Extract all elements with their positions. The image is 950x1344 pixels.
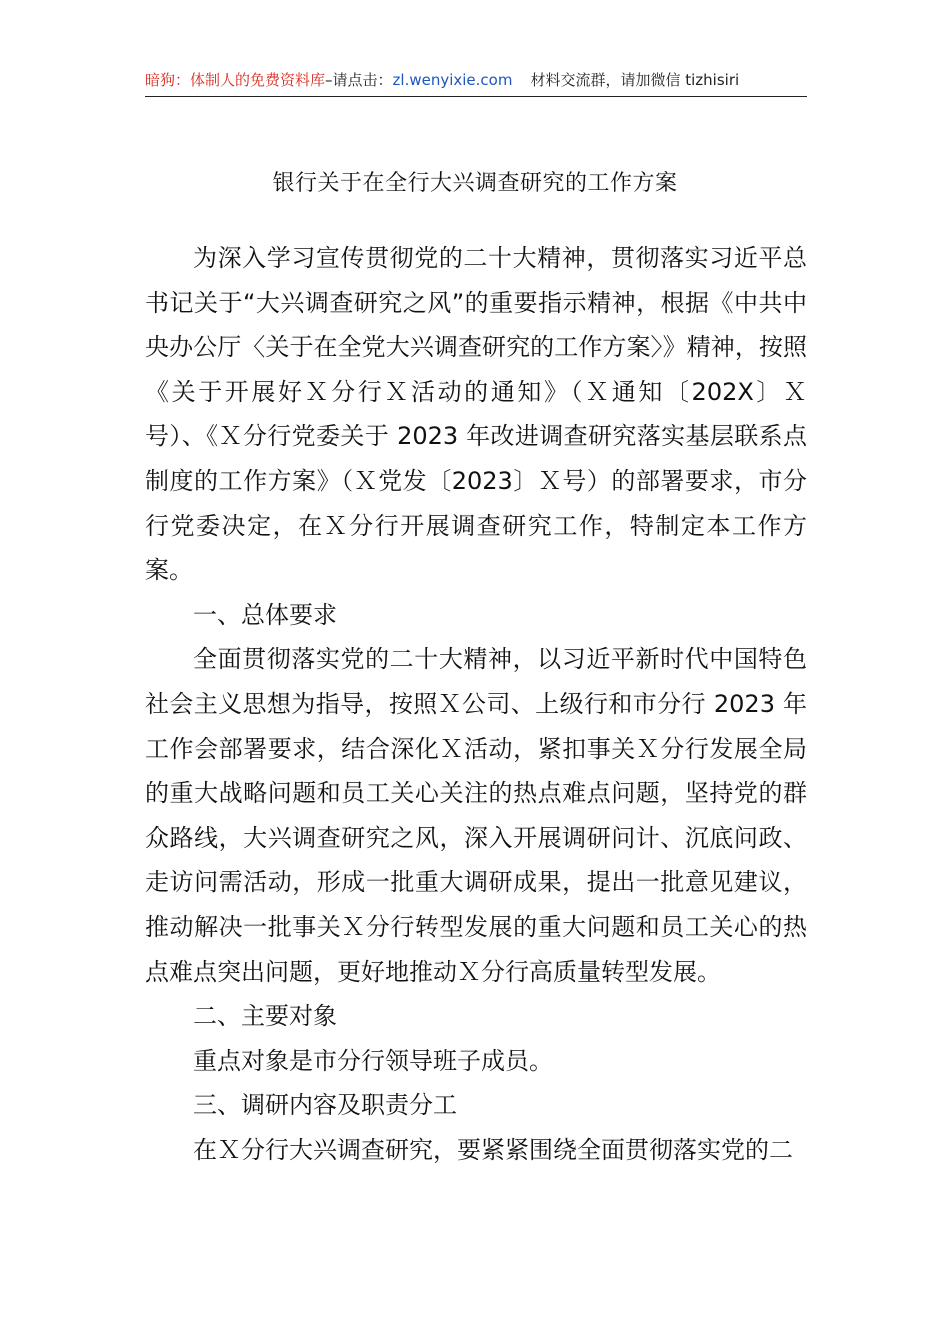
section-heading-main-targets: 二、主要对象: [193, 1002, 337, 1031]
document-body: [145, 236, 807, 1172]
header-url-link[interactable]: zl.wenyixie.com: [392, 71, 513, 89]
section-heading-research-content: 三、调研内容及职责分工: [193, 1091, 457, 1120]
intro-paragraph: 为深入学习宣传贯彻党的二十大精神，贯彻落实习近平总书记关于“大兴调查研究之风”的重要指示精神，根据《中共中央办公厅〈关于在全党大兴调查研究的工作方案〉》精神，按照《关于开展好Ｘ分行Ｘ活动的通知》（Ｘ通知〔202X〕Ｘ号）、《Ｘ分行党委关于 2023 年改进调查研究落实基层联系点制度的工作方案》（Ｘ党发〔2023〕Ｘ号）的部署要求，市分行党委决定，在Ｘ分行开展调查研究工作，特制定本工作方案。: [145, 244, 807, 585]
general-requirements-paragraph: 全面贯彻落实党的二十大精神，以习近平新时代中国特色社会主义思想为指导，按照Ｘ公司、上级行和市分行 2023 年工作会部署要求，结合深化Ｘ活动，紧扣事关Ｘ分行发展全局的重大战略问题和员工关心关注的热点难点问题，坚持党的群众路线，大兴调查研究之风，深入开展调研问计、沉底问政、走访问需活动，形成一批重大调研成果，提出一批意见建议，推动解决一批事关Ｘ分行转型发展的重大问题和员工关心的热点难点突出问题，更好地推动Ｘ分行高质量转型发展。: [145, 645, 807, 986]
main-targets-paragraph: 重点对象是市分行领导班子成员。: [193, 1046, 553, 1075]
document-title: 银行关于在全行大兴调查研究的工作方案: [272, 171, 678, 196]
header-prompt: –请点击：: [325, 71, 393, 89]
header-contact: 材料交流群，请加微信 tizhisiri: [530, 71, 740, 89]
section-heading-general-requirements: 一、总体要求: [193, 600, 337, 629]
research-content-paragraph: 在Ｘ分行大兴调查研究，要紧紧围绕全面贯彻落实党的二: [193, 1135, 793, 1164]
page-header: [145, 66, 807, 97]
header-brand: 暗狗：体制人的免费资料库: [145, 71, 326, 89]
